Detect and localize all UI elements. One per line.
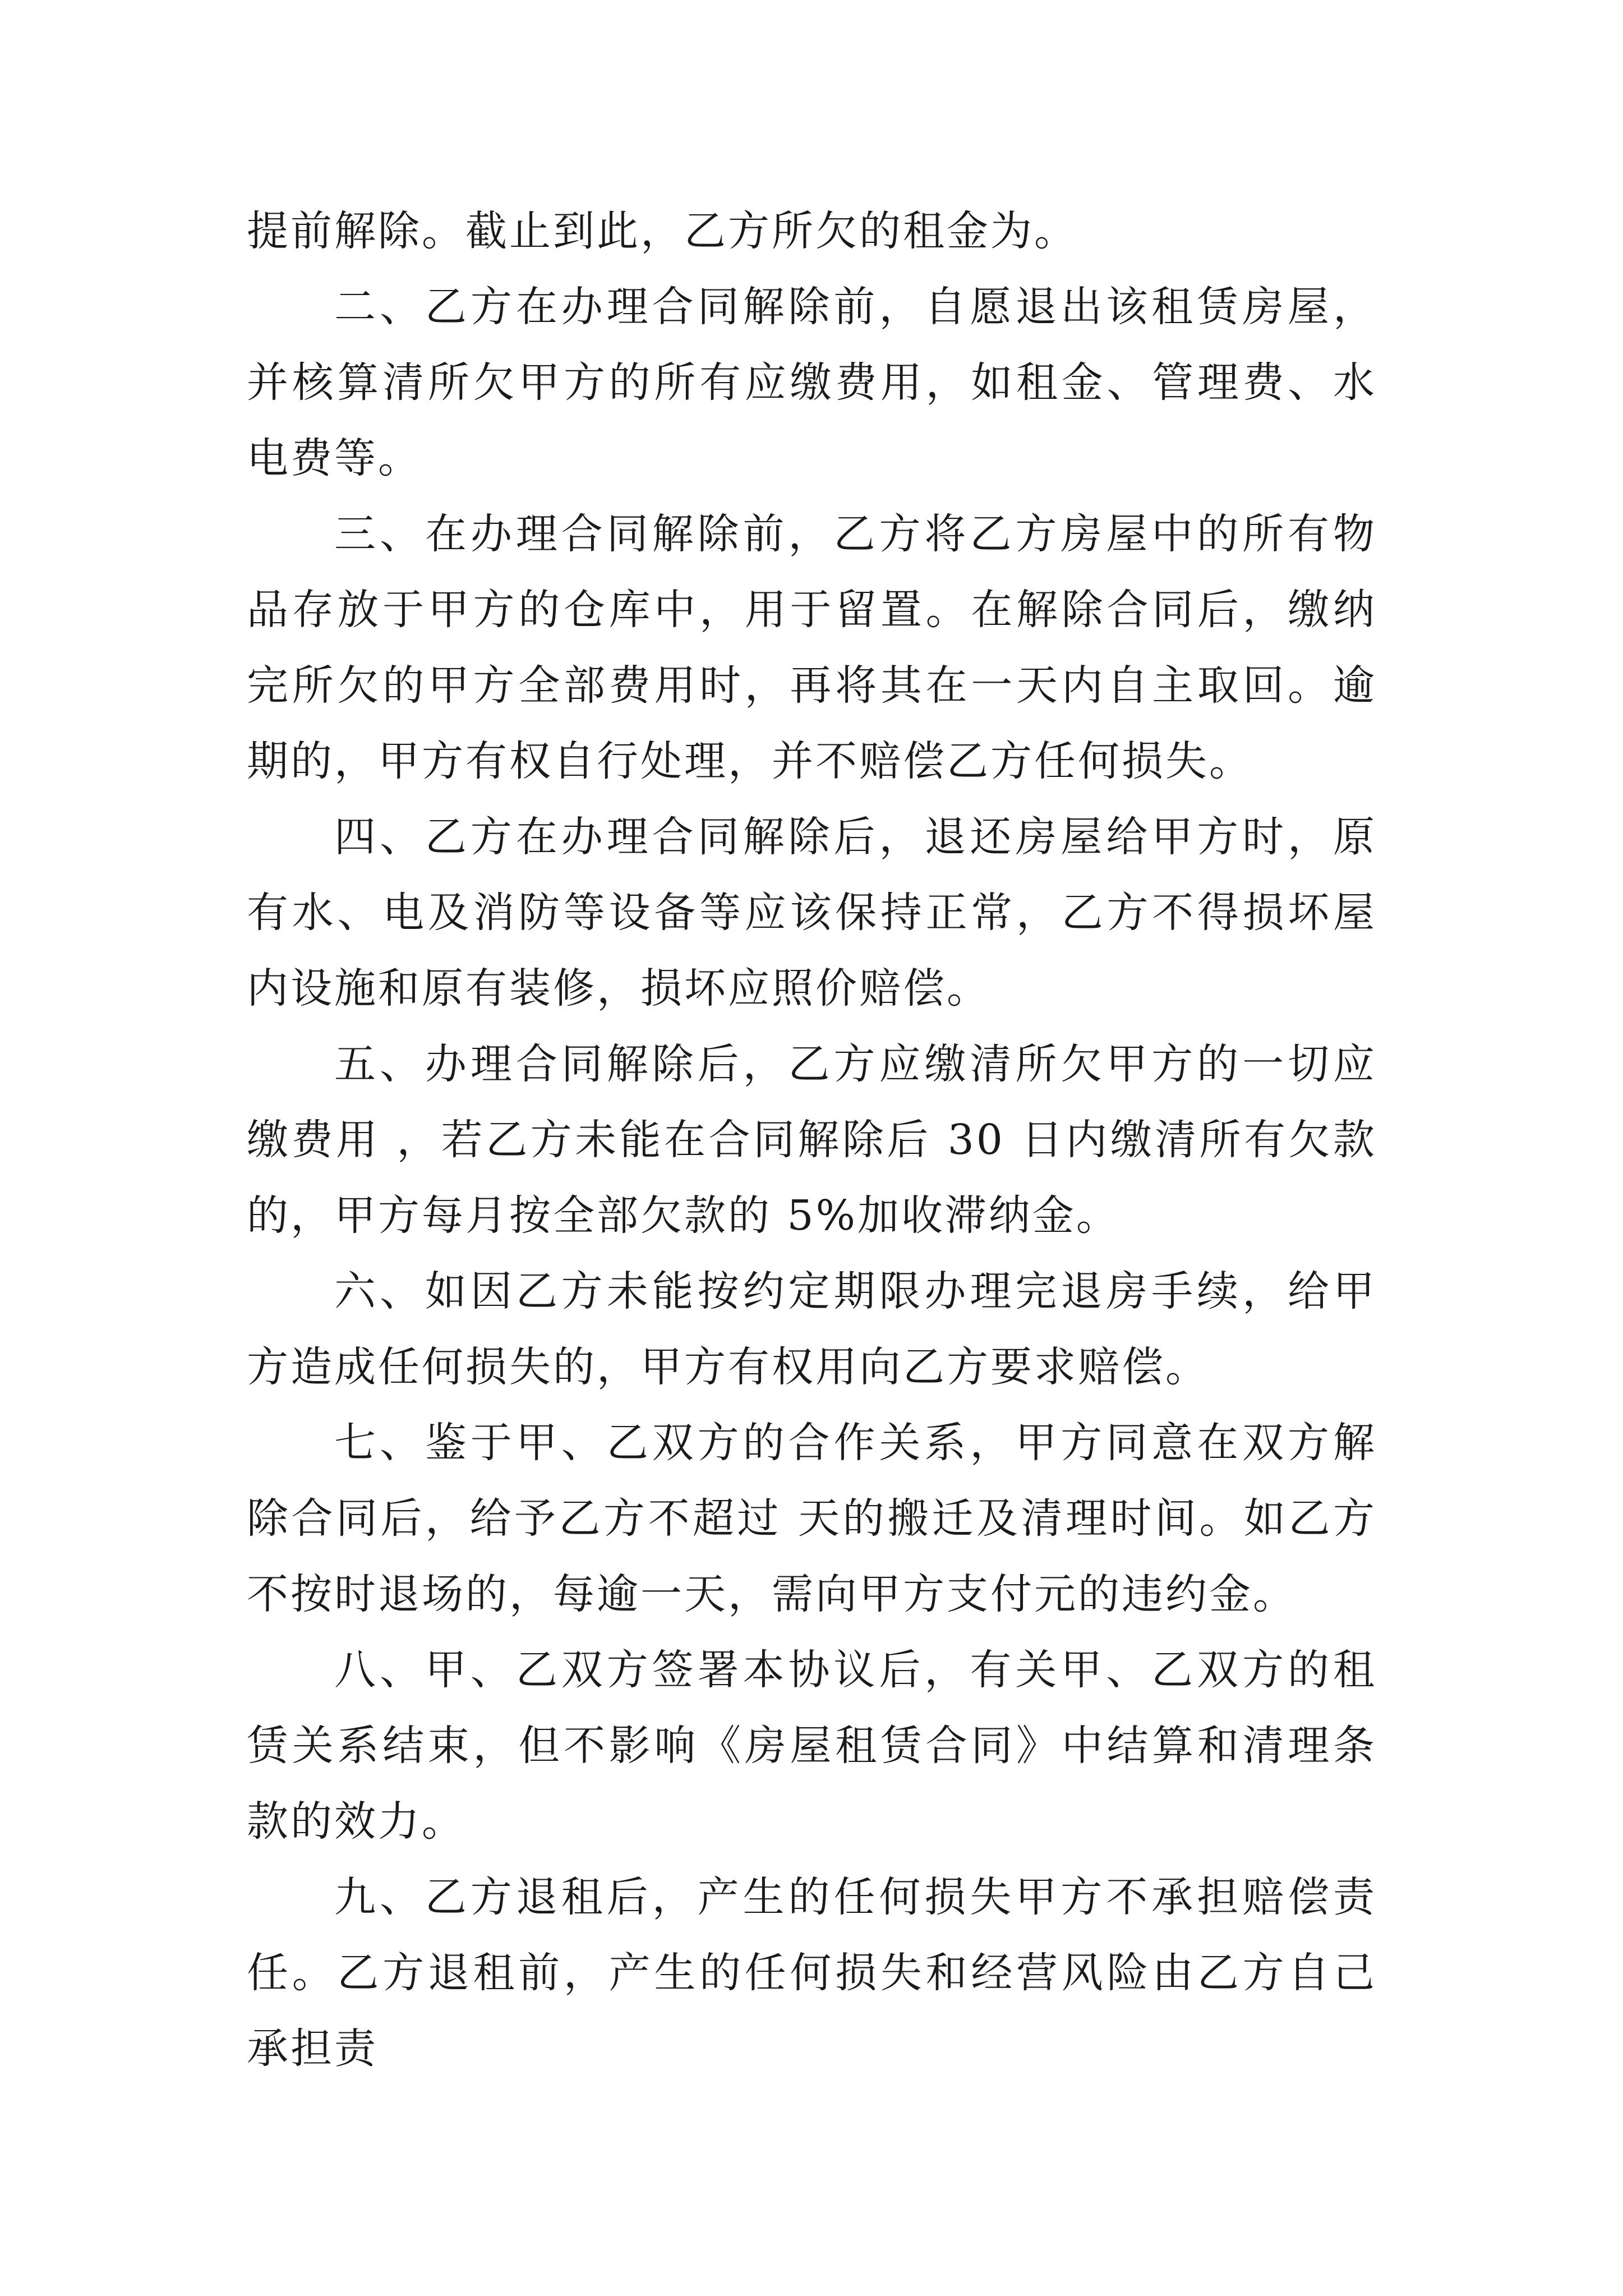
paragraph-clause-4: 四、乙方在办理合同解除后，退还房屋给甲方时，原有水、电及消防等设备等应该保持正常，乙方不得损坏屋内设施和原有装修，损坏应照价赔偿。: [247, 813, 1377, 1013]
paragraph-clause-5: 五、办理合同解除后，乙方应缴清所欠甲方的一切应缴费用 ，若乙方未能在合同解除后 30 日内缴清所有欠款的，甲方每月按全部欠款的 5%加收滞纳金。: [247, 1040, 1377, 1240]
paragraph-clause-8: 八、甲、乙双方签署本协议后，有关甲、乙双方的租赁关系结束，但不影响《房屋租赁合同》中结算和清理条款的效力。: [247, 1646, 1377, 1846]
paragraph-clause-6: 六、如因乙方未能按约定期限办理完退房手续，给甲方造成任何损失的，甲方有权用向乙方要求赔偿。: [247, 1267, 1377, 1391]
paragraph-clause-3: 三、在办理合同解除前，乙方将乙方房屋中的所有物品存放于甲方的仓库中，用于留置。在解除合同后，缴纳完所欠的甲方全部费用时，再将其在一天内自主取回。逾期的，甲方有权自行处理，并不赔偿乙方任何损失。: [247, 510, 1377, 785]
paragraph-clause-9: 九、乙方退租后，产生的任何损失甲方不承担赔偿责任。乙方退租前，产生的任何损失和经营风险由乙方自己承担责: [247, 1873, 1377, 2073]
paragraph-clause-7: 七、鉴于甲、乙双方的合作关系，甲方同意在双方解除合同后，给予乙方不超过 天的搬迁及清理时间。如乙方不按时退场的，每逾一天，需向甲方支付元的违约金。: [247, 1419, 1377, 1618]
paragraph-continuation: 提前解除。截止到此，乙方所欠的租金为。: [247, 207, 1078, 255]
paragraph-clause-2: 二、乙方在办理合同解除前，自愿退出该租赁房屋，并核算清所欠甲方的所有应缴费用，如租金、管理费、水电费等。: [247, 283, 1377, 482]
document-body: [247, 194, 1377, 2087]
